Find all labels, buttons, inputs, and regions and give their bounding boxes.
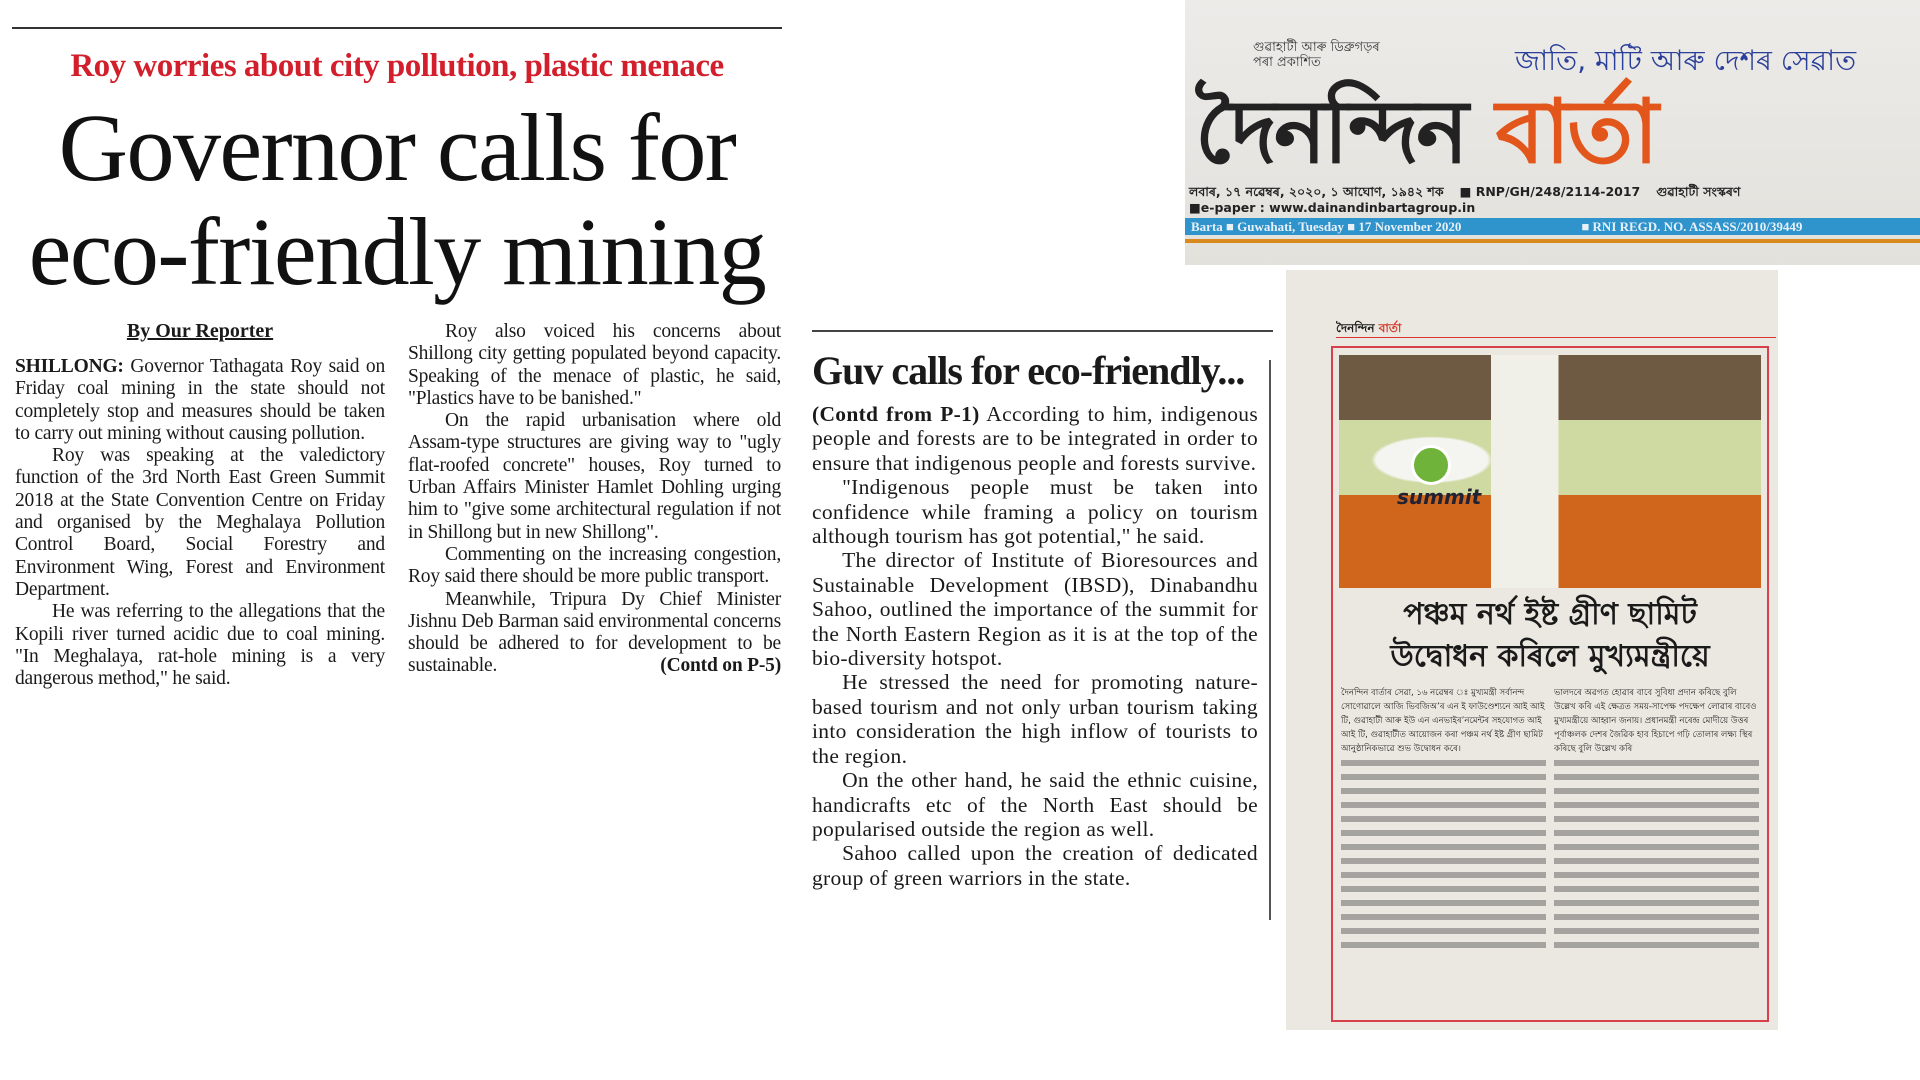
masthead-title bbox=[1195, 82, 1656, 182]
text-line bbox=[1554, 798, 1759, 812]
article-headline bbox=[12, 96, 782, 304]
text-line bbox=[1554, 868, 1759, 882]
text-line bbox=[1554, 938, 1759, 952]
text-line bbox=[1341, 882, 1546, 896]
paragraph: On the rapid urbanisation where old Assam-type structures are giving way to "ugly flat-roofed concrete" houses, Roy turned to Urban Affairs Minister Hamlet Dohling urging him to "give some architectural regulation if not in Shillong but in new Shillong". bbox=[408, 410, 781, 543]
column-divider bbox=[1269, 360, 1271, 920]
assamese-news-clip bbox=[1286, 270, 1778, 1030]
text-line bbox=[1554, 910, 1759, 924]
text-line bbox=[1341, 812, 1546, 826]
issue-date-assamese: লবাৰ, ১৭ নৱেম্বৰ, ২০২০, ১ আঘোণ, ১৯৪২ শক bbox=[1189, 184, 1444, 199]
paragraph-text: Meanwhile, Tripura Dy Chief Minister Jishnu Deb Barman said environmental concerns should be adhered to for development to be sustainable. bbox=[408, 588, 781, 677]
masthead-tagline: জাতি, মাটি আৰু দেশৰ সেৱাত bbox=[1515, 44, 1857, 77]
paragraph bbox=[15, 356, 385, 445]
text-line bbox=[1341, 770, 1546, 784]
clip-header-rule bbox=[1336, 337, 1776, 338]
clip-column-text: ভালদৰে অৱগত হোৱাৰ বাবে সুবিধা প্ৰদান কৰিছে বুলি উল্লেখ কৰি এই ক্ষেত্ৰত সময়-সাপেক্ষ পদক্ষেপ লোৱাৰ বাবেও মুখ্যমন্ত্ৰীয়ে আহ্বান জনায়। প্ৰধানমন্ত্ৰী নৰেন্দ্ৰ মোদীয়ে উত্তৰ পূৰ্বাঞ্চলক দেশৰ জৈৱিক হাব হিচাপে গঢ়ি তোলাৰ লক্ষ্য স্থিৰ কৰিছে বুলি উল্লেখ কৰি bbox=[1554, 688, 1757, 754]
paragraph: He was referring to the allegations that the Kopili river turned acidic due to coal mining. "In Meghalaya, rat-hole mining is a very dangerous method," he said. bbox=[15, 601, 385, 690]
text-line bbox=[1341, 784, 1546, 798]
epaper-url: ■e-paper : www.dainandinbartagroup.in bbox=[1189, 200, 1476, 215]
clip-headline-line-2: উদ্বোধন কৰিলে মুখ্যমন্ত্ৰীয়ে bbox=[1390, 639, 1710, 674]
headline-line-1: Governor calls for bbox=[58, 94, 736, 201]
paragraph: On the other hand, he said the ethnic cuisine, handicrafts etc of the North East should be popularised outside the region as well. bbox=[812, 768, 1258, 841]
leaf-logo-icon bbox=[1411, 445, 1451, 485]
text-line bbox=[1341, 798, 1546, 812]
edition: গুৱাহাটী সংস্কৰণ bbox=[1656, 184, 1741, 199]
text-line bbox=[1554, 882, 1759, 896]
paragraph: Roy was speaking at the valedictory function of the 3rd North East Green Summit 2018 at the State Convention Centre on Friday and organised by the Meghalaya Pollution Control Board, Social Forestry and Environment Wing, Forest and Environment Department. bbox=[15, 445, 385, 600]
masthead-info-row bbox=[1185, 184, 1920, 215]
continuation-body bbox=[812, 402, 1258, 890]
paragraph: "Indigenous people must be taken into confidence while framing a policy on tourism although tourism has got potential," he said. bbox=[812, 475, 1258, 549]
masthead-title-barta: বাৰ্তা bbox=[1495, 80, 1656, 183]
text-line bbox=[1554, 854, 1759, 868]
masthead-bottom bbox=[1185, 184, 1920, 243]
article-kicker: Roy worries about city pollution, plastic menace bbox=[70, 48, 724, 84]
clip-column-1 bbox=[1341, 686, 1546, 1016]
masthead-title-dainandin: দৈনন্দিন bbox=[1195, 80, 1466, 183]
article-column-1 bbox=[15, 356, 385, 690]
text-line bbox=[1554, 756, 1759, 770]
text-line bbox=[1341, 756, 1546, 770]
paper-name-part-1: দৈনন্দিন bbox=[1336, 321, 1375, 335]
text-line bbox=[1554, 784, 1759, 798]
text-line bbox=[1554, 840, 1759, 854]
photo-summit-text: summit bbox=[1397, 485, 1482, 509]
continuation-top-rule bbox=[812, 330, 1273, 332]
clip-text-lines bbox=[1341, 756, 1546, 952]
masthead-orange-rule bbox=[1185, 239, 1920, 243]
top-rule bbox=[12, 27, 782, 29]
paragraph: Roy also voiced his concerns about Shillong city getting populated beyond capacity. Speaking of the menace of plastic, he said, "Plastics have to be banished." bbox=[408, 321, 781, 409]
clip-column-2 bbox=[1554, 686, 1759, 1016]
text-line bbox=[1554, 924, 1759, 938]
dateline: SHILLONG: bbox=[15, 356, 124, 377]
published-from: গুৱাহাটী আৰু ডিব্ৰুগড়ৰ পৰা প্ৰকাশিত bbox=[1253, 40, 1380, 70]
text-line bbox=[1554, 826, 1759, 840]
continued-on-label: (Contd on P-5) bbox=[660, 655, 781, 677]
continued-from-label: (Contd from P-1) bbox=[812, 402, 980, 426]
text-line bbox=[1341, 826, 1546, 840]
paragraph-text: Governor Tathagata Roy said on Friday coal mining in the state should not completely stop and measures should be taken to carry out mining without causing pollution. bbox=[15, 356, 385, 444]
clip-headline-line-1: পঞ্চম নৰ্থ ইষ্ট গ্ৰীণ ছামিট bbox=[1403, 597, 1697, 632]
clip-headline bbox=[1339, 594, 1761, 678]
text-line bbox=[1341, 868, 1546, 882]
text-line bbox=[1554, 770, 1759, 784]
clip-text-lines bbox=[1554, 756, 1759, 952]
text-line bbox=[1554, 812, 1759, 826]
newspaper-masthead bbox=[1185, 0, 1920, 265]
paragraph: The director of Institute of Bioresources and Sustainable Development (IBSD), Dinabandhu Sahoo, outlined the importance of the summit for the North Eastern Region as it is at the top of the bio-diversity hotspot. bbox=[812, 548, 1258, 671]
text-line bbox=[1341, 840, 1546, 854]
paragraph: He stressed the need for promoting nature-based tourism and not only urban tourism taking into consideration the high inflow of tourists to the region. bbox=[812, 670, 1258, 768]
continuation-headline: Guv calls for eco-friendly... bbox=[812, 348, 1245, 393]
band-date: Barta ■ Guwahati, Tuesday ■ 17 November 2020 bbox=[1191, 218, 1462, 234]
masthead-band bbox=[1185, 218, 1920, 235]
text-line bbox=[1341, 896, 1546, 910]
paragraph-text: According to him, indigenous people and forests are to be integrated in order to ensure that indigenous people and forests survive. bbox=[812, 402, 1258, 475]
text-line bbox=[1341, 938, 1546, 952]
text-line bbox=[1341, 910, 1546, 924]
paragraph bbox=[812, 402, 1258, 475]
paragraph bbox=[408, 589, 781, 678]
paragraph: Sahoo called upon the creation of dedicated group of green warriors in the state. bbox=[812, 841, 1258, 890]
text-line bbox=[1341, 924, 1546, 938]
text-line bbox=[1554, 896, 1759, 910]
text-line bbox=[1341, 854, 1546, 868]
byline: By Our Reporter bbox=[126, 320, 274, 342]
article-column-2 bbox=[408, 321, 781, 678]
summit-photo bbox=[1339, 355, 1761, 588]
rni-number: ■ RNI REGD. NO. ASSASS/2010/39449 bbox=[1581, 218, 1803, 234]
headline-line-2: eco-friendly mining bbox=[28, 198, 766, 305]
paragraph: Commenting on the increasing congestion, Roy said there should be more public transport. bbox=[408, 543, 781, 588]
clip-column-text: দৈনন্দিন বাৰ্তাৰ সেৱা, ১৬ নৱেম্বৰ ঃ মুখ্যমন্ত্ৰী সৰ্বানন্দ সোণোৱালে আজি ভিবজিঅ’ৰ এন ই ফাউণ্ডেশ্যনে আই আই টি, গুৱাহাটী আৰু ইউ এন এনভাইৰ’নমেন্টৰ সহযোগত আই আই টি, গুৱাহাটীত আয়োজন কৰা পঞ্চম নৰ্থ ইষ্ট গ্ৰীণ ছামিট আনুষ্ঠানিকভাৱে শুভ উদ্বোধন কৰে। bbox=[1341, 688, 1545, 754]
rnp-number: ■ RNP/GH/248/2114-2017 bbox=[1459, 184, 1641, 199]
paper-name-part-2: বাৰ্তা bbox=[1378, 321, 1402, 335]
